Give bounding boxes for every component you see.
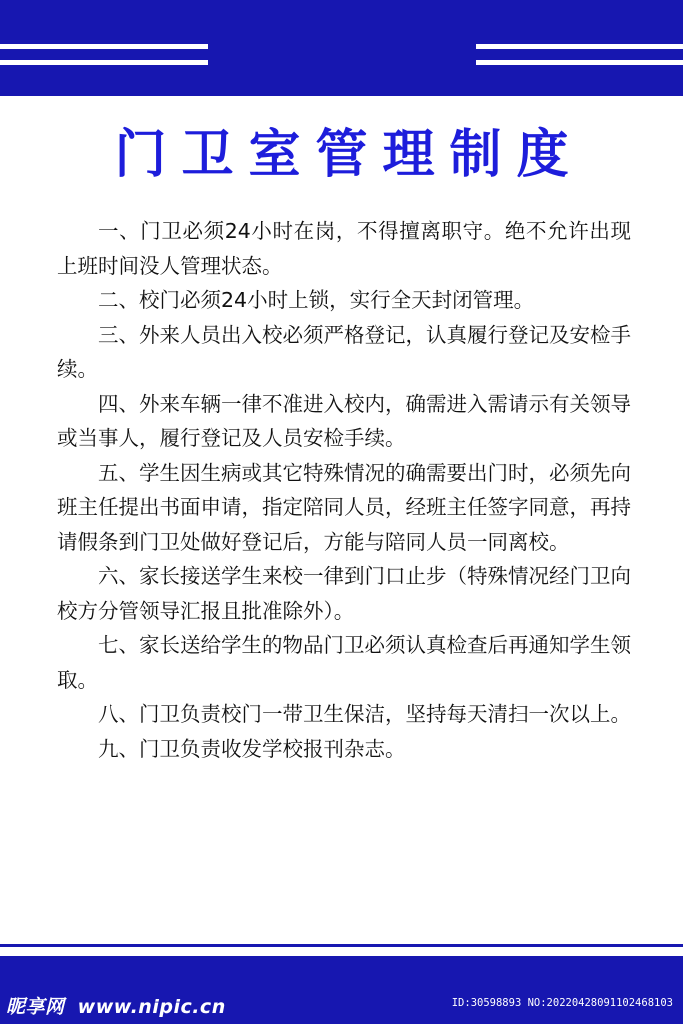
rule-item-9: 九、门卫负责收发学校报刊杂志。 [98, 736, 406, 761]
rule-item-2: 二、校门必须24小时上锁，实行全天封闭管理。 [98, 288, 535, 312]
rule-item-6: 六、家长接送学生来校一律到门口止步（特殊情况经门卫向校方分管领导汇报且批准除外）。 [57, 564, 631, 623]
rule-item-1: 一、门卫必须24小时在岗，不得擅离职守。绝不允许出现上班时间没人管理状态。 [57, 219, 631, 278]
header-stripe-right-lower [476, 60, 683, 65]
rules-list [57, 214, 631, 766]
header-stripe-left-lower [0, 60, 208, 65]
header-stripe-left-upper [0, 44, 208, 49]
top-header-band [0, 0, 683, 96]
rule-item-8: 八、门卫负责校门一带卫生保洁，坚持每天清扫一次以上。 [98, 702, 631, 726]
watermark-site [6, 992, 226, 1019]
rule-item-4: 四、外来车辆一律不准进入校内，确需进入需请示有关领导或当事人，履行登记及人员安检手续。 [57, 391, 631, 450]
watermark-image-id: ID:30598893 NO:20220428091102468103 [451, 997, 673, 1009]
rule-item-3: 三、外来人员出入校必须严格登记，认真履行登记及安检手续。 [57, 322, 631, 381]
page-title: 门卫室管理制度 [114, 125, 584, 185]
header-stripe-right-upper [476, 44, 683, 49]
rule-item-7: 七、家长送给学生的物品门卫必须认真检查后再通知学生领取。 [57, 633, 631, 692]
watermark-url: www.nipic.cn [77, 996, 226, 1018]
watermark-logo: 昵享网 [6, 996, 65, 1018]
footer-divider-line [0, 944, 683, 947]
rule-item-5: 五、学生因生病或其它特殊情况的确需要出门时，必须先向班主任提出书面申请，指定陪同人员，经班主任签字同意，再持请假条到门卫处做好登记后，方能与陪同人员一同离校。 [57, 460, 631, 554]
